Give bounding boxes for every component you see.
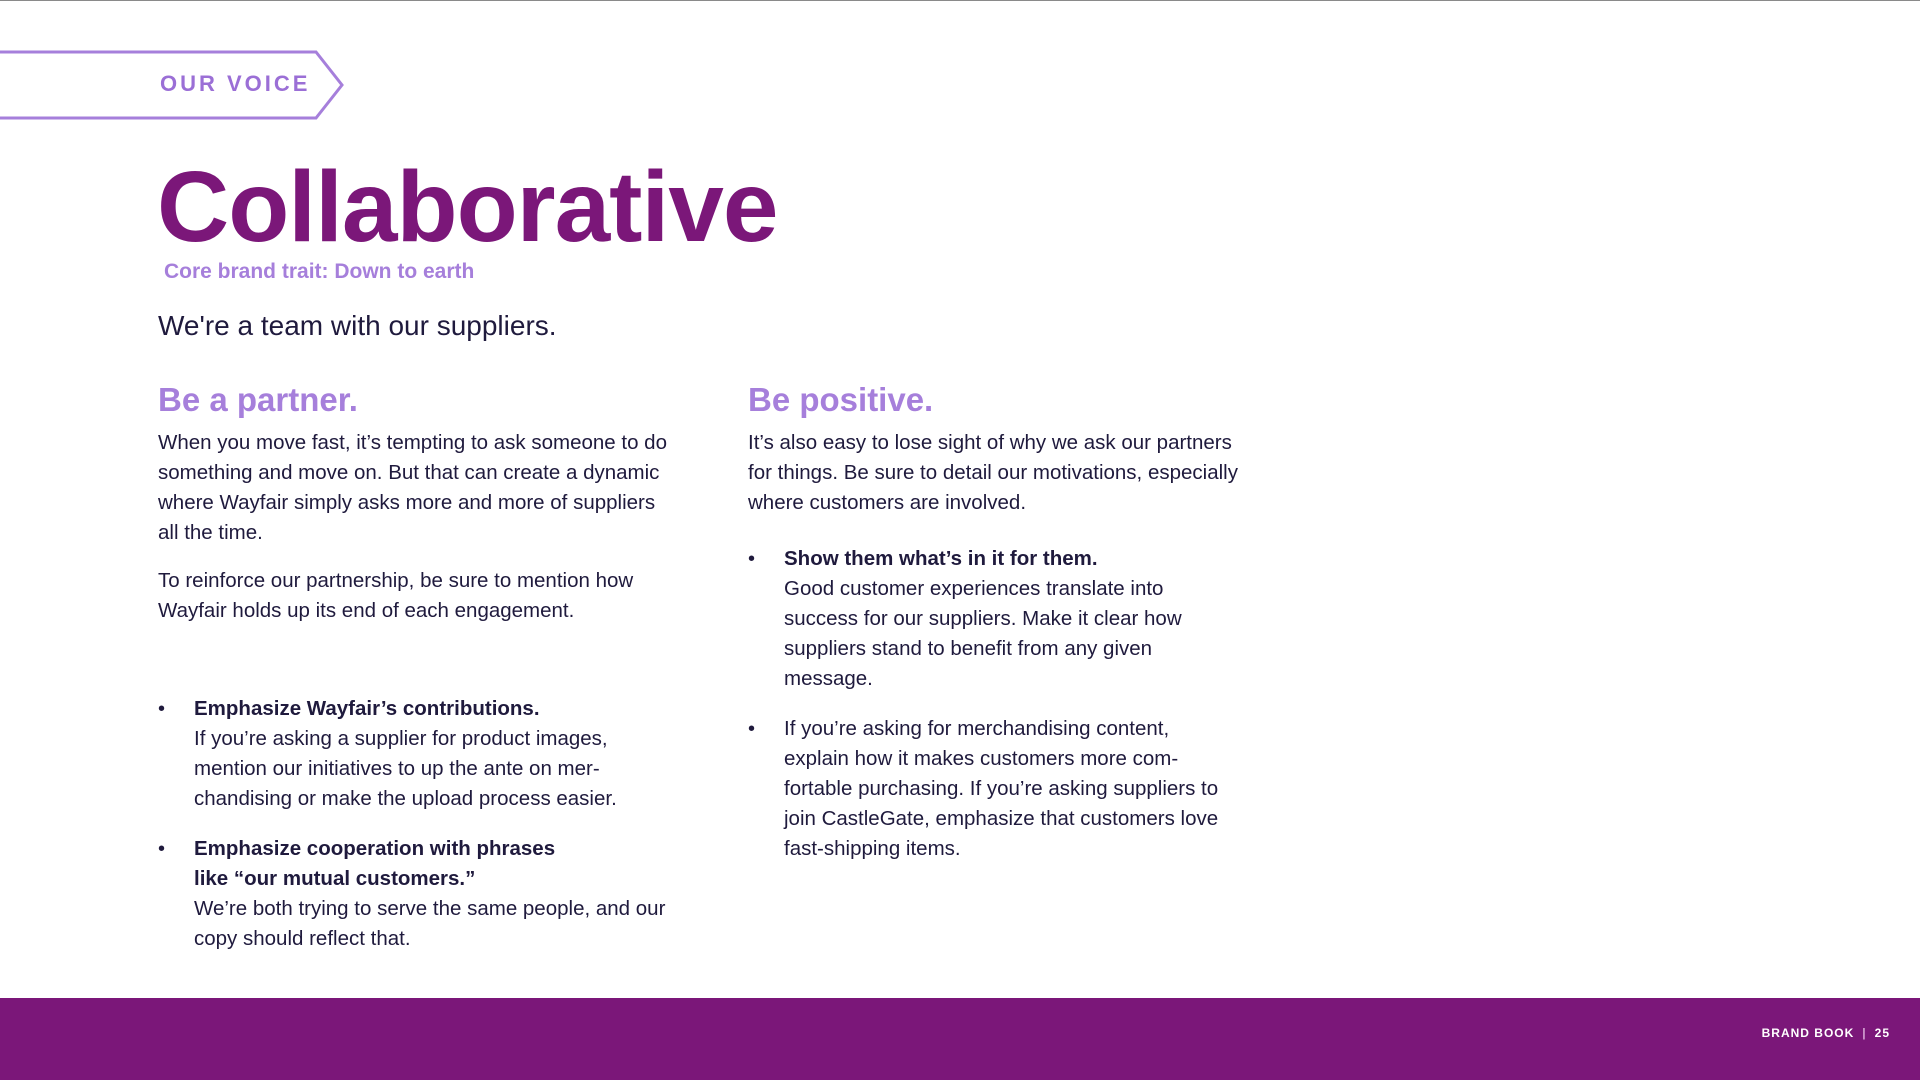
section-tag-label: OUR VOICE [160,71,311,96]
column-be-positive [748,378,1238,864]
body-paragraph: It’s also easy to lose sight of why we ask our partners for things. Be sure to detail our motivations, especially where customers are involved. [748,431,1238,514]
column-heading: Be positive. [748,381,934,418]
bullet-lead: Show them what’s in it for them. [784,547,1098,570]
footer-bar [0,998,1920,1080]
bullet-dot-icon: • [748,718,756,740]
page-number: 25 [1874,1026,1890,1040]
list-item [748,714,1238,864]
bullet-dot-icon: • [158,698,166,720]
bullet-dot-icon: • [748,548,756,570]
bullet-text: If you’re asking for merchandising content, explain how it makes customers more com-fortable purchasing. If you’re asking suppliers to join CastleGate, emphasize that customers love fast-shipping items. [784,717,1219,860]
top-divider [0,0,1920,1]
bullet-dot-icon: • [158,838,166,860]
list-item [158,694,668,814]
core-trait-subtitle: Core brand trait: Down to earth [164,260,475,283]
column-paragraphs [748,428,1238,518]
bullet-lead: Emphasize Wayfair’s contributions. [194,697,540,720]
column-be-a-partner [158,378,668,954]
footer-label [1762,1026,1890,1040]
column-heading: Be a partner. [158,381,358,418]
column-paragraphs [158,428,668,626]
list-item [158,834,668,954]
list-item [748,544,1238,694]
body-paragraph: To reinforce our partnership, be sure to mention how Wayfair holds up its end of each engagement. [158,569,634,622]
bullet-list [748,544,1238,864]
intro-statement: We're a team with our suppliers. [158,310,557,341]
bullet-list [158,694,668,954]
page-title: Collaborative [157,151,778,263]
section-tag [0,50,345,120]
bullet-text: We’re both trying to serve the same people, and our copy should reflect that. [194,897,666,950]
footer-separator: | [1862,1026,1867,1040]
bullet-text: Good customer experiences translate into success for our suppliers. Make it clear how suppliers stand to benefit from any given message. [784,577,1182,690]
bullet-lead: Emphasize cooperation with phrases like “our mutual customers.” [194,837,556,890]
footer-book-name: BRAND BOOK [1761,1026,1855,1040]
body-paragraph: When you move fast, it’s tempting to ask someone to do something and move on. But that can create a dynamic where Wayfair simply asks more and more of suppliers all the time. [158,431,667,544]
bullet-text: If you’re asking a supplier for product images, mention our initiatives to up the ante on mer-chandising or make the upload process easier. [194,727,617,810]
